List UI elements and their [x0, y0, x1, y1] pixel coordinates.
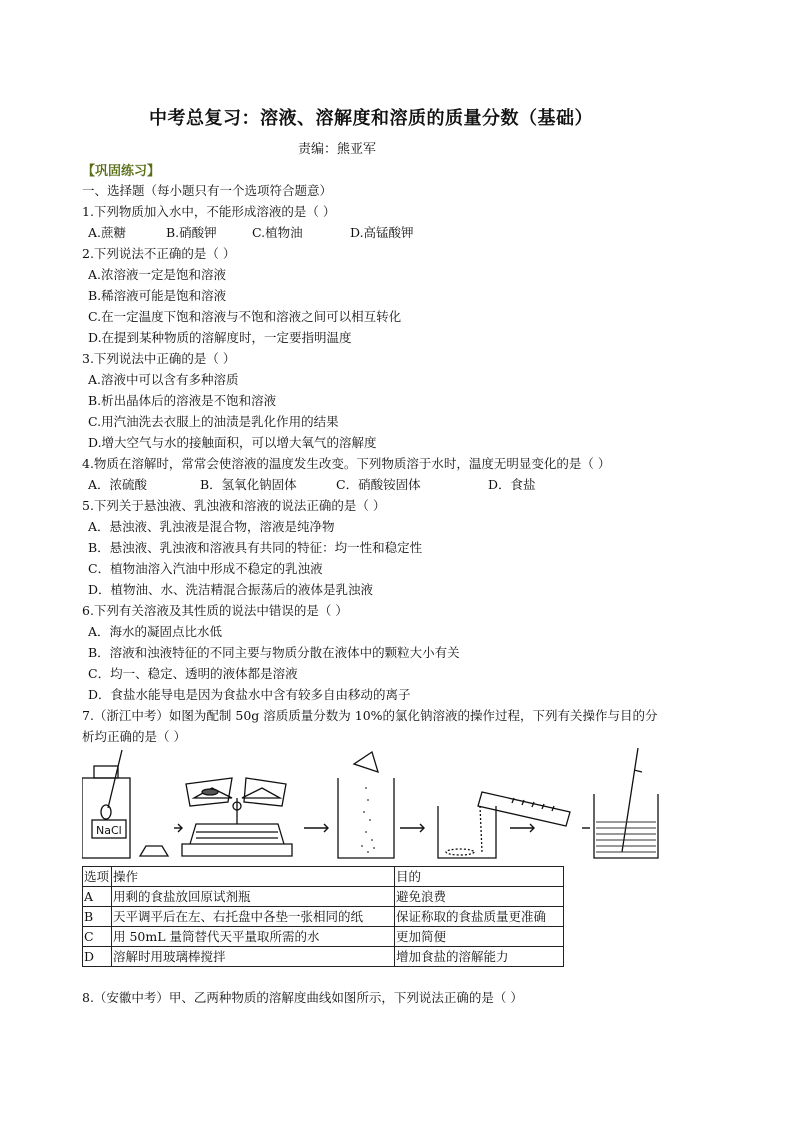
option: C．植物油溶入汽油中形成不稳定的乳浊液: [88, 561, 323, 576]
option: D.高锰酸钾: [350, 225, 414, 240]
table-row: [83, 887, 564, 907]
option: D．食盐水能导电是因为食盐水中含有较多自由移动的离子: [88, 687, 411, 702]
page-title: [0, 104, 794, 130]
option: D.增大空气与水的接触面积，可以增大氧气的溶解度: [88, 435, 377, 450]
option: D．植物油、水、洗洁精混合振荡后的液体是乳浊液: [88, 582, 374, 597]
question-5-stem: 5.下列关于悬浊液、乳浊液和溶液的说法正确的是（ ）: [82, 498, 386, 513]
part-heading: 一、选择题（每小题只有一个选项符合题意）: [82, 183, 333, 198]
option: A.溶液中可以含有多种溶质: [88, 372, 239, 387]
table-cell: 天平调平后在左、右托盘中各垫一张相同的纸: [112, 907, 395, 927]
table-row: [83, 947, 564, 967]
table-header-row: [83, 867, 564, 887]
table-row: [83, 927, 564, 947]
option: C.植物油: [252, 225, 303, 240]
preparation-figure: [82, 748, 682, 863]
reagent-bottle-icon: [82, 750, 130, 858]
question-7-stem: 7.（浙江中考）如图为配制 50g 溶质质量分数为 10%的氯化钠溶液的操作过程，下列有关操作与目的分: [82, 708, 658, 723]
stopper-icon: [140, 846, 168, 856]
title-text: 中考总复习：溶液、溶解度和溶质的质量分数（基础）: [149, 108, 593, 129]
table-row: [83, 907, 564, 927]
option: A.蔗糖: [88, 225, 127, 240]
table-cell: 保证称取的食盐质量更准确: [395, 907, 564, 927]
option: C．均一、稳定、透明的液体都是溶液: [88, 666, 298, 681]
question-8-stem: 8.（安徽中考）甲、乙两种物质的溶解度曲线如图所示，下列说法正确的是（ ）: [82, 990, 523, 1005]
option: C.用汽油洗去衣服上的油渍是乳化作用的结果: [88, 414, 339, 429]
question-1-stem: 1.下列物质加入水中，不能形成溶液的是（ ）: [82, 204, 336, 219]
arrow-icon: [174, 824, 590, 832]
question-2-stem: 2.下列说法不正确的是（ ）: [82, 246, 236, 261]
option: B．溶液和浊液特征的不同主要与物质分散在液体中的颗粒大小有关: [88, 645, 460, 660]
question-7-stem-cont: 析均正确的是（ ）: [82, 729, 186, 744]
balance-icon: [182, 778, 292, 856]
options-table: [82, 866, 564, 967]
question-4-stem: 4.物质在溶解时，常常会使溶液的温度发生改变。下列物质溶于水时，温度无明显变化的是（ ）: [82, 456, 611, 471]
option: A．悬浊液、乳浊液是混合物，溶液是纯净物: [88, 519, 335, 534]
question-4-options: [82, 474, 722, 495]
option: B.析出晶体后的溶液是不饱和溶液: [88, 393, 277, 408]
option: D.在提到某种物质的溶解度时，一定要指明温度: [88, 330, 352, 345]
option: A．浓硫酸: [88, 477, 148, 492]
table-cell: 用剩的食盐放回原试剂瓶: [112, 887, 395, 907]
option: A.浓溶液一定是饱和溶液: [88, 267, 227, 282]
table-header: 选项: [83, 867, 112, 887]
option: B．氢氧化钠固体: [200, 477, 297, 492]
table-cell: 溶解时用玻璃棒搅拌: [112, 947, 395, 967]
option: B.稀溶液可能是饱和溶液: [88, 288, 227, 303]
table-header: 操作: [112, 867, 395, 887]
table-cell: C: [83, 927, 112, 947]
table-cell: 用 50mL 量筒替代天平量取所需的水: [112, 927, 395, 947]
option: C．硝酸铵固体: [336, 477, 421, 492]
option: A．海水的凝固点比水低: [88, 624, 223, 639]
table-cell: 避免浪费: [395, 887, 564, 907]
question-3-stem: 3.下列说法中正确的是（ ）: [82, 351, 236, 366]
beaker-pour-solid-icon: [338, 752, 394, 858]
table-cell: A: [83, 887, 112, 907]
question-1-options: [82, 222, 722, 243]
option: B．悬浊液、乳浊液和溶液具有共同的特征：均一性和稳定性: [88, 540, 423, 555]
table-cell: 更加简便: [395, 927, 564, 947]
table-cell: B: [83, 907, 112, 927]
section-label: 【巩固练习】: [82, 164, 161, 179]
questions-block: [82, 180, 722, 747]
option: D．食盐: [488, 477, 536, 492]
beaker-pour-water-icon: [438, 792, 570, 858]
table-cell: 增加食盐的溶解能力: [395, 947, 564, 967]
table-cell: D: [83, 947, 112, 967]
question-6-stem: 6.下列有关溶液及其性质的说法中错误的是（ ）: [82, 603, 348, 618]
bottle-label: NaCl: [96, 824, 122, 837]
option: B.硝酸钾: [166, 225, 217, 240]
option: C.在一定温度下饱和溶液与不饱和溶液之间可以相互转化: [88, 309, 402, 324]
editor-line: 责编：熊亚军: [298, 142, 377, 157]
beaker-stir-icon: [594, 748, 658, 858]
table-header: 目的: [395, 867, 564, 887]
